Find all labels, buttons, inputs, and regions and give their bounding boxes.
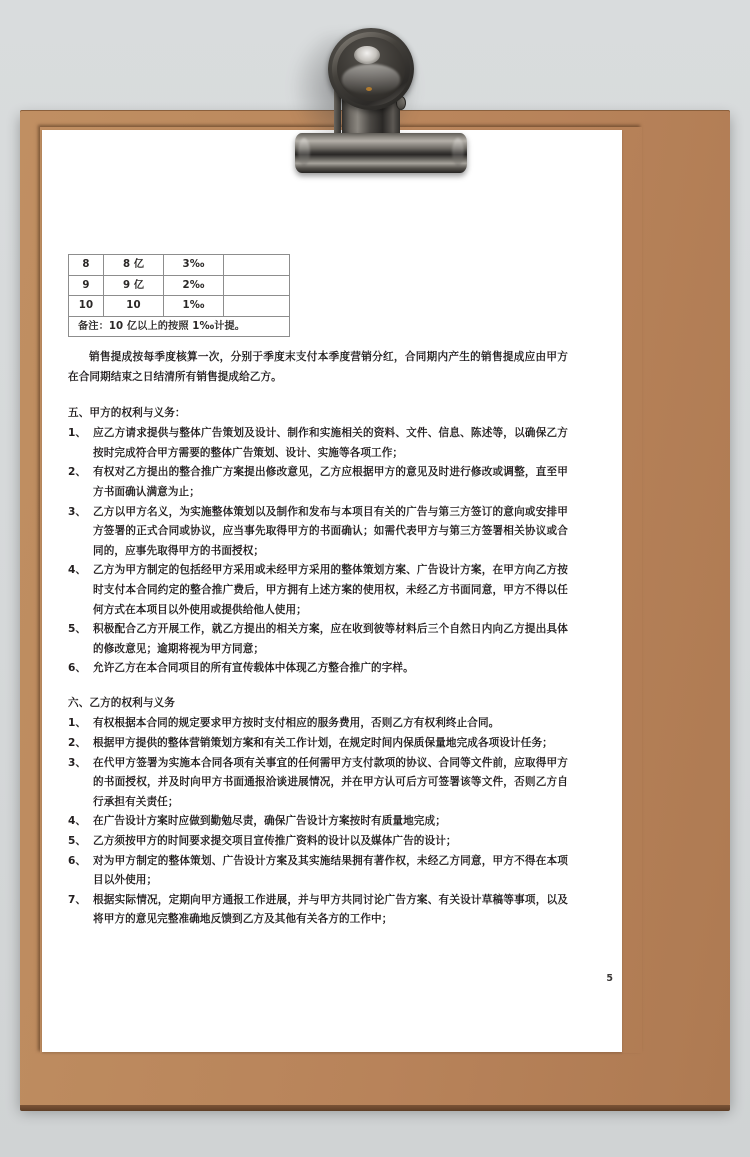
table-cell-amount: 8 亿	[104, 255, 164, 276]
list-item-text: 乙方须按甲方的时间要求提交项目宣传推广资料的设计以及媒体广告的设计；	[93, 835, 457, 848]
list-item-number: 4、	[68, 564, 87, 577]
table-cell-blank	[224, 275, 290, 296]
clip-spring-disc-icon	[328, 28, 414, 110]
rate-table-body	[69, 255, 290, 337]
table-cell-blank	[224, 255, 290, 276]
list-item	[68, 424, 568, 463]
clip-disc-highlight	[354, 46, 380, 64]
list-item-text: 对为甲方制定的整体策划、广告设计方案及其实施结果拥有著作权，未经乙方同意，甲方不得在本项目以外使用；	[93, 854, 568, 887]
list-item-text: 在代甲方签署为实施本合同各项有关事宜的任何需甲方支付款项的协议、合同等文件前，应取得甲方的书面授权，并及时向甲方书面通报洽谈进展情况，并在甲方认可后方可签署该等文件，否则乙方自行承担有关责任；	[93, 756, 568, 808]
clip-disc-screw-icon	[366, 87, 372, 91]
table-cell-tier: 8	[69, 255, 104, 276]
list-item-text: 允许乙方在本合同项目的所有宣传载体中体现乙方整合推广的字样。	[93, 662, 414, 675]
list-item-text: 乙方为甲方制定的包括经甲方采用或未经甲方采用的整体策划方案、广告设计方案，在甲方向乙方按时支付本合同约定的整合推广费后，甲方拥有上述方案的使用权，未经乙方书面同意，甲方不得以任何方式在本项目以外使用或提供给他人使用；	[93, 564, 568, 616]
page-number: 5	[606, 973, 613, 984]
list-item-number: 2、	[68, 466, 87, 479]
list-item-text: 有权根据本合同的规定要求甲方按时支付相应的服务费用，否则乙方有权利终止合同。	[93, 717, 500, 730]
clip-bar-right-highlight	[452, 138, 464, 166]
section-six-list	[68, 714, 568, 930]
list-item-number: 4、	[68, 815, 87, 828]
table-cell-tier: 10	[69, 296, 104, 317]
document-page	[42, 130, 622, 1052]
list-item	[68, 659, 568, 679]
intro-paragraph: 销售提成按每季度核算一次，分别于季度末支付本季度营销分红，合同期内产生的销售提成应由甲方在合同期结束之日结清所有销售提成给乙方。	[68, 351, 568, 383]
table-row-note	[69, 316, 290, 337]
list-item	[68, 620, 568, 659]
list-item-number: 3、	[68, 505, 87, 518]
list-item-number: 3、	[68, 756, 87, 769]
table-cell-blank	[224, 296, 290, 317]
list-item-text: 积极配合乙方开展工作，就乙方提出的相关方案，应在收到彼等材料后三个自然日内向乙方提出具体的修改意见；逾期将视为甲方同意；	[93, 623, 568, 655]
list-item-number: 1、	[68, 427, 87, 440]
table-cell-amount: 9 亿	[104, 275, 164, 296]
list-item	[68, 503, 568, 562]
table-note-cell: 备注：10 亿以上的按照 1‰计提。	[69, 316, 290, 337]
table-row	[69, 275, 290, 296]
section-five-list	[68, 424, 568, 679]
table-cell-amount: 10	[104, 296, 164, 317]
list-item	[68, 754, 568, 813]
table-cell-tier: 9	[69, 275, 104, 296]
clip-bar-left-highlight	[298, 138, 310, 166]
commission-rate-table	[68, 254, 290, 337]
list-item	[68, 734, 568, 754]
document-content	[68, 254, 568, 930]
table-row	[69, 255, 290, 276]
list-item-text: 乙方以甲方名义，为实施整体策划以及制作和发布与本项目有关的广告与第三方签订的意向或安排甲方签署的正式合同或协议，应当事先取得甲方的书面确认；如需代表甲方与第三方签署相关协议或合同的，应事先取得甲方的书面授权；	[93, 505, 568, 557]
list-item-number: 2、	[68, 737, 87, 750]
list-item-text: 在广告设计方案时应做到勤勉尽责，确保广告设计方案按时有质量地完成；	[93, 815, 446, 828]
section-heading-five: 五、甲方的权利与义务：	[68, 406, 186, 419]
list-item-text: 有权对乙方提出的整合推广方案提出修改意见，乙方应根据甲方的意见及时进行修改或调整，直至甲方书面确认满意为止；	[93, 466, 568, 498]
table-cell-rate: 1‰	[164, 296, 224, 317]
list-item	[68, 852, 568, 891]
list-item	[68, 561, 568, 620]
list-item	[68, 714, 568, 734]
section-heading-six: 六、乙方的权利与义务	[68, 696, 175, 709]
clip-bar[interactable]	[295, 133, 467, 173]
list-item-text: 应乙方请求提供与整体广告策划及设计、制作和实施相关的资料、文件、信息、陈述等，以确保乙方按时完成符合甲方需要的整体广告策划、设计、实施等各项工作；	[93, 427, 568, 459]
list-item	[68, 463, 568, 502]
table-row	[69, 296, 290, 317]
list-item-number: 1、	[68, 717, 87, 730]
table-cell-rate: 3‰	[164, 255, 224, 276]
list-item-number: 5、	[68, 623, 87, 636]
clipboard-clip[interactable]	[288, 18, 468, 176]
list-item-text: 根据甲方提供的整体营销策划方案和有关工作计划，在规定时间内保质保量地完成各项设计任务；	[93, 737, 553, 750]
list-item-number: 6、	[68, 854, 87, 867]
list-item-number: 6、	[68, 662, 87, 675]
table-cell-rate: 2‰	[164, 275, 224, 296]
list-item-number: 7、	[68, 893, 87, 906]
list-item	[68, 891, 568, 930]
list-item	[68, 832, 568, 852]
list-item	[68, 812, 568, 832]
list-item-number: 5、	[68, 835, 87, 848]
list-item-text: 根据实际情况，定期向甲方通报工作进展，并与甲方共同讨论广告方案、有关设计草稿等事项，以及将甲方的意见完整准确地反馈到乙方及其他有关各方的工作中；	[93, 893, 568, 926]
